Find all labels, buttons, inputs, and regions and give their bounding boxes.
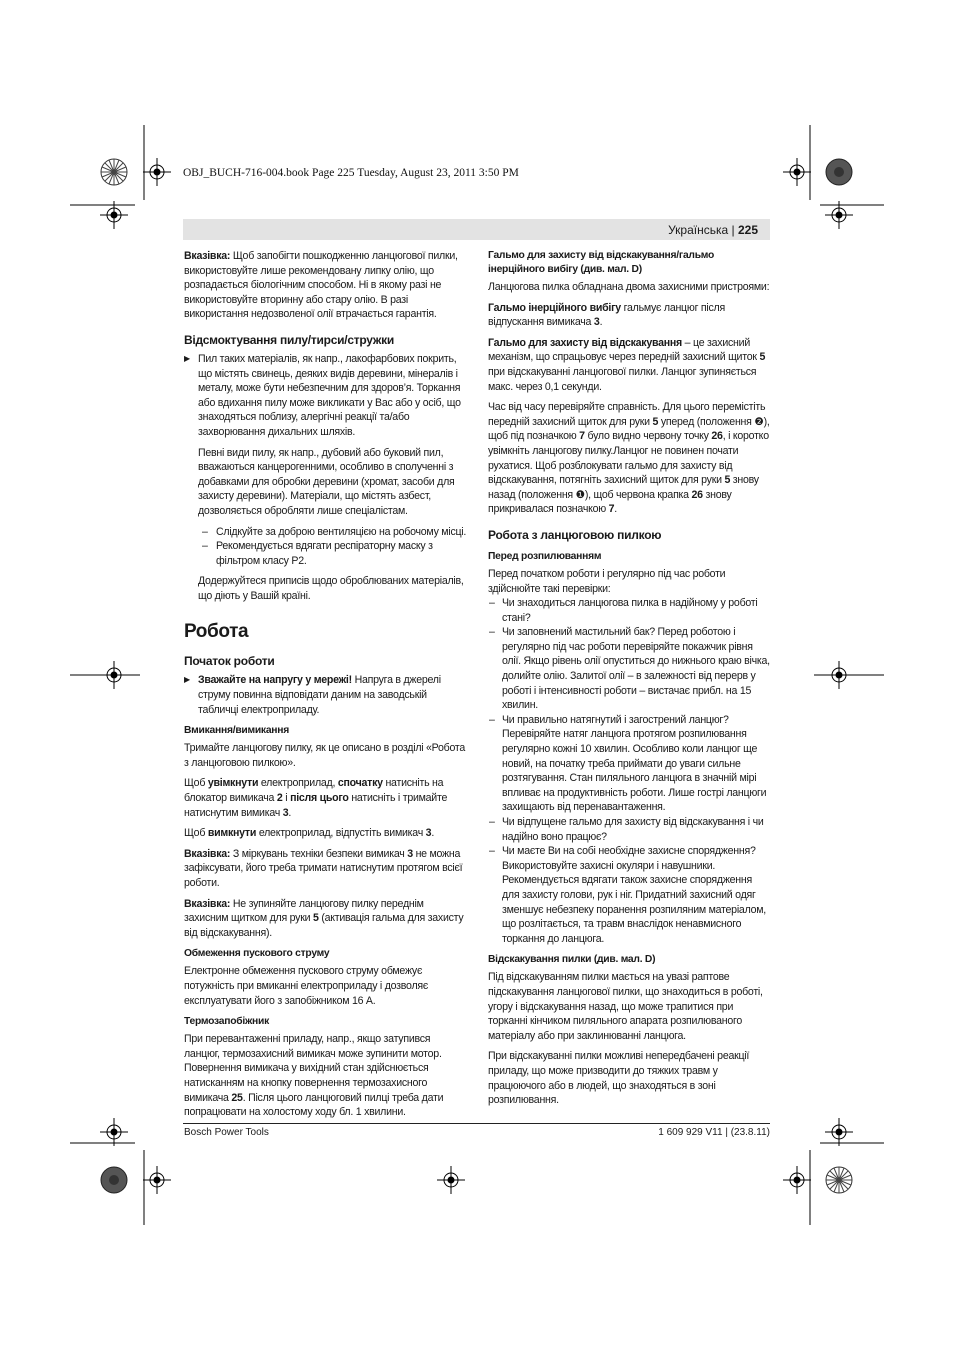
pre-checks-list xyxy=(488,596,772,946)
footer-doc-number: 1 609 929 V11 | (23.8.11) xyxy=(658,1127,770,1138)
list-item: – Чи маєте Ви на собі необхідне захисне спорядження? Використовуйте захисні окуляри і навушники. Рекомендується вдягати також захисне спорядження для захисту голови, рук і ніг. Придатний захисний одяг зменшує небезпеку поранення розпиляним матеріалом, що розлітається, та травм внаслідок ненавмисного торкання до ланцюга. xyxy=(488,844,772,946)
dust-measures-list xyxy=(184,525,468,569)
switch-on-paragraph: Щоб увімкнути електроприлад, спочатку натисніть на блокатор вимикача 2 і після цього натисніть і тримайте натиснутим вимикач 3. xyxy=(184,777,448,819)
crosshair-mark-icon xyxy=(783,1166,811,1194)
print-slug: OBJ_BUCH-716-004.book Page 225 Tuesday, August 23, 2011 3:50 PM xyxy=(183,167,519,179)
header-text xyxy=(668,223,758,237)
list-item: – Чи заповнений мастильний бак? Перед роботою і регулярно під час роботи перевіряйте покажчик рівня олії. Якщо рівень олії опуститься до нижнього краю вічка, долийте олію. Залитої олії – в залежності від перерв у роботі і інтенсивності роботи – вистачає прибл. на 15 хвилин. xyxy=(488,625,772,713)
kickback-heading: Відскакування пилки (див. мал. D) xyxy=(488,954,656,966)
kickback-paragraph-2: При відскакуванні пилки можливі непередбачені реакції приладу, що може призводити до тяжких травм у працюючого або в людей, що знаходяться в зоні розпилювання. xyxy=(488,1050,750,1107)
crosshair-mark-icon xyxy=(825,1118,853,1146)
dust-regulations-paragraph: Додержуйтеся приписів щодо оброблюваних матеріалів, що діють у Вашій країні. xyxy=(198,575,464,602)
crosshair-mark-icon xyxy=(143,1166,171,1194)
registration-disk-icon xyxy=(101,1167,127,1193)
header-separator: | xyxy=(731,223,735,237)
brake-heading: Гальмо для захисту від відскакування/гальмо інерційного вибігу (див. мал. D) xyxy=(488,250,715,275)
dust-carcinogen-paragraph: Певні види пилу, як напр., дубовий або буковий пил, вважаються канцерогенними, особливо в сполученні з добавками для обробки деревини (хромат, засоби для захисту деревини). Матеріали, що містять азбест, дозволяється обробляти лише спеціалістам. xyxy=(198,446,455,517)
voltage-warning: ▶ Зважайте на напругу у мережі! Напруга в джерелі струму повинна відповідати даним на заводській табличці електроприладу. xyxy=(184,673,468,717)
thermal-cutout-paragraph: При перевантаженні приладу, напр., якщо затупився ланцюг, термозахисний вимикач може зупинити мотор. Повернення вимикача у вихідний стан здійснюється натисканням на кнопку повернення термозахисного вимикача 25. Після цього ланцюговий пилці треба дати попрацювати на холостому ходу бл. 1 хвилини. xyxy=(184,1033,444,1119)
starburst-mark-icon xyxy=(101,159,127,185)
handguard-note: Вказівка: Не зупиняйте ланцюгову пилку переднім захисним щитком для руки 5 (активація гальма для захисту від відскакування). xyxy=(184,897,464,939)
registration-disk-icon xyxy=(826,159,852,185)
crosshair-mark-icon xyxy=(100,1118,128,1146)
dust-warning: ▶ Пил таких матеріалів, як напр., лакофарбових покрить, що містять свинець, деяких видів деревини, мінералів і металу, може бути небезпечним для здоров’я. Торкання або вдихання пилу може викликати у Вас або у осіб, що знаходяться поблизу, алергічні реакції та/або захворювання дихальних шляхів. xyxy=(184,352,468,440)
list-item: – Чи правильно натягнутий і загострений ланцюг? Перевіряйте натяг ланцюга протягом розпилювання регулярно кожні 10 хвилин. Особливо коли ланцюг ще новий, на початку треба приймати до уваги сильне розтягування. Стан пиляльного ланцюга в значній мірі впливає на продуктивність роботи. Лише гострі ланцюги захищають від перенавантаження. xyxy=(488,713,772,815)
onoff-paragraph: Тримайте ланцюгову пилку, як це описано в розділі «Робота з ланцюговою пилкою». xyxy=(184,742,466,769)
before-sawing-paragraph: Перед початком роботи і регулярно під час роботи здійснюйте такі перевірки: xyxy=(488,567,726,595)
crosshair-mark-icon xyxy=(143,158,171,186)
startup-current-paragraph: Електронне обмеження пускового струму обмежує потужність при вмиканні електроприладу і дозволяє експлуатувати його з запобіжником 16 A. xyxy=(184,965,429,1007)
right-column xyxy=(488,249,772,1114)
startup-current-heading: Обмеження пускового струму xyxy=(184,948,330,960)
before-sawing-heading: Перед розпилюванням xyxy=(488,550,602,562)
switch-lock-note: Вказівка: З міркувань техніки безпеки вимикач 3 не можна зафіксувати, його треба тримати натиснутим протягом всієї роботи. xyxy=(184,847,463,889)
starburst-mark-icon xyxy=(826,1167,852,1193)
footer-brand: Bosch Power Tools xyxy=(184,1127,269,1138)
crosshair-mark-icon xyxy=(437,1166,465,1194)
switch-off-paragraph: Щоб вимкнути електроприлад, відпустіть вимикач 3. xyxy=(184,827,435,840)
kickback-paragraph-1: Під відскакуванням пилки мається на увазі раптове підскакування ланцюгової пилки, що знаходиться в роботі, угору і відскакування назад, що може трапитися при торканні кінчиком пиляльного апарата розпилюваного матеріалу або при заклинюванні ланцюга. xyxy=(488,971,763,1042)
list-item: – Слідкуйте за доброю вентиляцією на робочому місці. xyxy=(184,525,468,540)
page-header xyxy=(183,219,770,240)
header-page-number: 225 xyxy=(737,223,758,237)
oil-note: Вказівка: Щоб запобігти пошкодженню ланцюгової пилки, використовуйте лише рекомендовану липку олію, що розпадається біологічним способом. Ні в якому разі не використовуйте вторинну або стару олію. В разі використання недозволеної олії втрачається гарантія. xyxy=(184,250,458,321)
brake-intro: Ланцюгова пилка обладнана двома захисними пристроями: xyxy=(488,281,770,293)
kickback-brake-paragraph: Гальмо для захисту від відскакування – це захисний механізм, що спрацьовує через передній захисний щиток 5 при відскакуванні ланцюгової пилки. Ланцюг зупиняється макс. через 0,1 секунди. xyxy=(488,336,766,393)
onoff-heading: Вмикання/вимикання xyxy=(184,725,290,737)
crosshair-mark-icon xyxy=(100,661,128,689)
header-language: Українська xyxy=(668,223,729,237)
section-title-robota: Робота xyxy=(184,621,249,643)
list-item: – Чи знаходиться ланцюгова пилка в надійному у роботі стані? xyxy=(488,596,772,625)
list-item: – Чи відпущене гальмо для захисту від відскакування і чи надійно воно працює? xyxy=(488,815,772,844)
left-column xyxy=(184,249,468,1126)
crosshair-mark-icon xyxy=(825,661,853,689)
chain-work-heading: Робота з ланцюговою пилкою xyxy=(488,527,662,542)
brake-check-paragraph: Час від часу перевіряйте справність. Для цього перемістіть передній захисний щиток для руки 5 уперед (положення ❷), щоб під позначкою 7 було видно червону точку 26, і коротко увімкніть ланцюгову пилку.Ланцюг не повинен почати рухатися. Щоб розблокувати гальмо для захисту від відскакування, потягніть захисний щиток для руки 5 знову назад (положення ❶), щоб червона крапка 26 знову прикривалася позначкою 7. xyxy=(488,401,770,516)
start-heading: Початок роботи xyxy=(184,654,275,669)
thermal-cutout-heading: Термозапобіжник xyxy=(184,1016,269,1028)
dust-heading: Відсмоктування пилу/тирси/стружки xyxy=(184,332,395,347)
crosshair-mark-icon xyxy=(783,158,811,186)
list-item: – Рекомендується вдягати респіраторну маску з фільтром класу P2. xyxy=(184,539,468,568)
footer-rule xyxy=(183,1123,770,1124)
inertia-brake-paragraph: Гальмо інерційного вибігу гальмує ланцюг після відпускання вимикача 3. xyxy=(488,301,725,329)
